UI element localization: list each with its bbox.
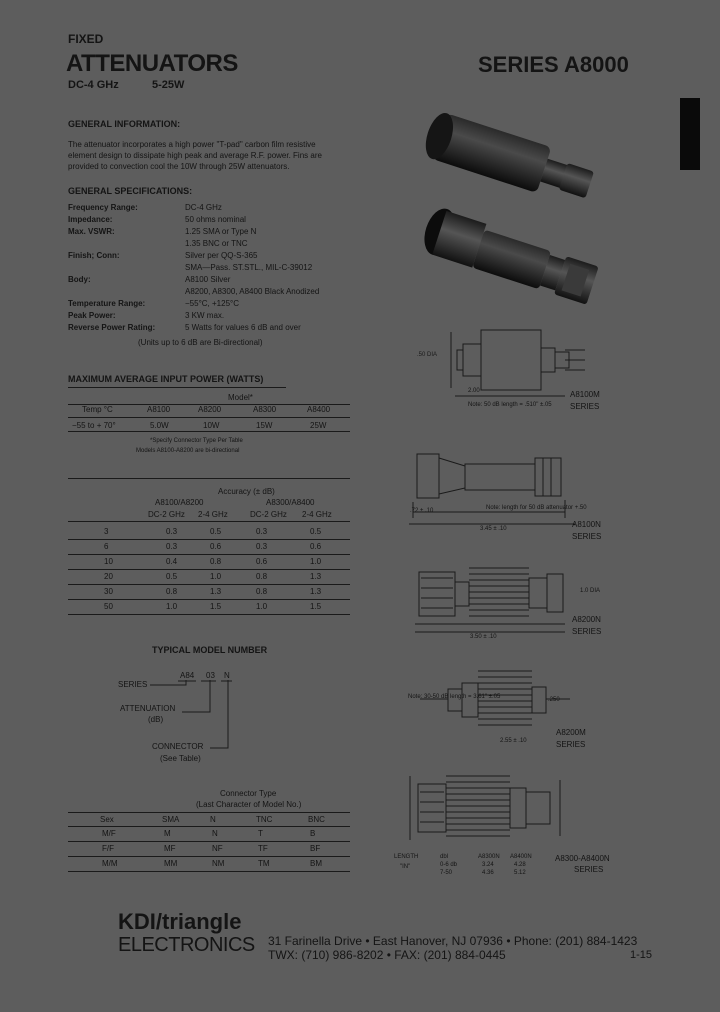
- accuracy-group: A8100/A8200: [155, 498, 204, 507]
- spec-value: Silver per QQ-S-365: [185, 251, 258, 260]
- accuracy-value: 0.8: [256, 572, 268, 581]
- model-series-label: SERIES: [118, 680, 148, 689]
- connector-cell: BM: [310, 859, 322, 868]
- accuracy-col-header: 2-4 GHz: [198, 510, 228, 519]
- connector-cell: NF: [212, 844, 223, 853]
- model-connector-label: CONNECTOR: [152, 742, 204, 751]
- accuracy-value: 0.4: [166, 557, 178, 566]
- accuracy-value: 1.0: [256, 602, 268, 611]
- model-col: A8300: [253, 405, 277, 414]
- a8200m-dim2: .250: [548, 697, 560, 703]
- connector-cell: M/F: [102, 829, 116, 838]
- brand-logo: KDI/triangle: [118, 909, 242, 934]
- general-info-line: The attenuator incorporates a high power "T-pad" carbon film resistive: [68, 140, 316, 149]
- a8200n-series: SERIES: [572, 627, 602, 636]
- connector-subheading: (Last Character of Model No.): [196, 800, 302, 809]
- company-address: 31 Farinella Drive • East Hanover, NJ 07936 • Phone: (201) 884-1423: [268, 934, 638, 948]
- connector-heading: Connector Type: [220, 789, 277, 798]
- connector-col-header: Sex: [100, 815, 114, 824]
- spec-note: (Units up to 6 dB are Bi-directional): [138, 338, 263, 347]
- model-part-atten: 03: [206, 671, 215, 680]
- accuracy-db: 20: [104, 572, 113, 581]
- a8200m-dim: 2.55 ± .10: [500, 738, 527, 744]
- model-part-series: A84: [180, 671, 195, 680]
- a8200n-dim2: 1.0 DIA: [580, 588, 601, 594]
- connector-cell: NM: [212, 859, 225, 868]
- spec-label: Body:: [68, 275, 91, 284]
- accuracy-group: A8300/A8400: [266, 498, 315, 507]
- accuracy-db: 50: [104, 602, 113, 611]
- company-contact: TWX: (710) 986-8202 • FAX: (201) 884-0445: [268, 948, 506, 962]
- accuracy-value: 0.8: [210, 557, 222, 566]
- accuracy-value: 1.3: [310, 587, 322, 596]
- page-title: ATTENUATORS: [66, 50, 238, 77]
- accuracy-value: 0.8: [256, 587, 268, 596]
- svg-text:.50 DIA: .50 DIA: [417, 352, 438, 358]
- model-part-conn: N: [224, 671, 230, 680]
- connector-cell: M: [164, 829, 171, 838]
- accuracy-heading: Accuracy (± dB): [218, 487, 275, 496]
- a8400n-label: A8400N: [510, 854, 532, 860]
- connector-cell: F/F: [102, 844, 114, 853]
- spec-label: Frequency Range:: [68, 203, 138, 212]
- a8300-db-value: 7-50: [440, 870, 453, 876]
- accuracy-value: 0.8: [166, 587, 178, 596]
- table-rule: [68, 826, 350, 827]
- accuracy-db: 3: [104, 527, 109, 536]
- spec-value: A8100 Silver: [185, 275, 231, 284]
- general-info-line: element design to dissipate high peak and average R.F. power. Fins are: [68, 151, 322, 160]
- accuracy-value: 1.5: [210, 602, 222, 611]
- a8100n-series: SERIES: [572, 532, 602, 541]
- accuracy-value: 0.5: [166, 572, 178, 581]
- model-number-heading: TYPICAL MODEL NUMBER: [152, 645, 268, 655]
- accuracy-value: 1.5: [310, 602, 322, 611]
- connector-col-header: TNC: [256, 815, 273, 824]
- model-col: A8200: [198, 405, 222, 414]
- a8100n-dim: 3.45 ± .10: [480, 526, 507, 532]
- connector-col-header: N: [210, 815, 216, 824]
- a8300n-value: 4.36: [482, 870, 494, 876]
- power-value: 5.0W: [150, 421, 169, 430]
- a8200m-series: SERIES: [556, 740, 586, 749]
- a8100m-dim: 2.00: [468, 388, 480, 394]
- model-attenuation-unit: (dB): [148, 715, 164, 724]
- spec-label: Max. VSWR:: [68, 227, 115, 236]
- a8200m-note: Note: 30-50 dB length = 3.61" ±.05: [408, 694, 501, 700]
- max-power-heading: MAXIMUM AVERAGE INPUT POWER (WATTS): [68, 374, 264, 384]
- power-value: 15W: [256, 421, 273, 430]
- spec-value: 50 ohms nominal: [185, 215, 246, 224]
- accuracy-value: 1.3: [210, 587, 222, 596]
- power-value: 25W: [310, 421, 327, 430]
- spec-value: −55°C, +125°C: [185, 299, 239, 308]
- a8200n-title: A8200N: [572, 615, 601, 624]
- connector-cell: N: [212, 829, 218, 838]
- connector-cell: T: [258, 829, 263, 838]
- spec-value: SMA—Pass. ST.STL., MIL-C-39012: [185, 263, 313, 272]
- accuracy-db: 10: [104, 557, 113, 566]
- page-number: 1-15: [630, 949, 653, 961]
- spec-value: A8200, A8300, A8400 Black Anodized: [185, 287, 320, 296]
- connector-cell: B: [310, 829, 316, 838]
- table-rule: [68, 841, 350, 842]
- connector-cell: TM: [258, 859, 270, 868]
- a8100m-note: Note: 50 dB length = .510" ±.05: [468, 402, 552, 408]
- a8100m-series: SERIES: [570, 402, 600, 411]
- drawing-a8300-a8400n: [380, 770, 600, 850]
- max-power-footnote: Models A8100-A8200 are bi-directional: [136, 448, 240, 454]
- connector-cell: TF: [258, 844, 268, 853]
- accuracy-col-header: DC-2 GHz: [250, 510, 287, 519]
- series-title: SERIES A8000: [478, 52, 629, 77]
- a8200m-title: A8200M: [556, 728, 586, 737]
- model-attenuation-label: ATTENUATION: [120, 704, 176, 713]
- accuracy-value: 0.3: [256, 527, 268, 536]
- a8400n-value: 4.28: [514, 862, 526, 868]
- table-rule: [68, 856, 350, 857]
- spec-label: Finish; Conn:: [68, 251, 120, 260]
- general-specs-heading: GENERAL SPECIFICATIONS:: [68, 186, 193, 196]
- accuracy-value: 0.3: [256, 542, 268, 551]
- accuracy-value: 0.5: [310, 527, 322, 536]
- a8300-length-unit: "IN": [400, 864, 411, 870]
- page-kicker: FIXED: [68, 32, 104, 46]
- table-rule: [68, 812, 350, 813]
- connector-cell: MF: [164, 844, 176, 853]
- a8300-db-value: 0-6 db: [440, 862, 458, 868]
- a8100n-note: Note: length for 50 dB attenuator +.50: [486, 505, 587, 511]
- a8100n-title: A8100N: [572, 520, 601, 529]
- a8100n-dim2: .72 ± .10: [410, 508, 434, 514]
- spec-label: Temperature Range:: [68, 299, 146, 308]
- connector-cell: MM: [164, 859, 178, 868]
- accuracy-value: 0.6: [210, 542, 222, 551]
- general-info-heading: GENERAL INFORMATION:: [68, 119, 181, 129]
- product-photos: [405, 108, 605, 313]
- spec-value: 1.35 BNC or TNC: [185, 239, 248, 248]
- a8300-title: A8300-A8400N: [555, 854, 610, 863]
- temp-label: Temp °C: [82, 405, 113, 414]
- model-label: Model*: [228, 393, 253, 402]
- spec-label: Reverse Power Rating:: [68, 323, 156, 332]
- a8300-db-label: dbl: [440, 854, 449, 860]
- a8300n-label: A8300N: [478, 854, 500, 860]
- accuracy-value: 1.0: [166, 602, 178, 611]
- a8300-series: SERIES: [574, 865, 604, 874]
- model-col: A8400: [307, 405, 331, 414]
- a8100m-title: A8100M: [570, 390, 600, 399]
- accuracy-db: 30: [104, 587, 113, 596]
- connector-col-header: BNC: [308, 815, 325, 824]
- table-rule: [68, 871, 350, 872]
- accuracy-value: 0.6: [256, 557, 268, 566]
- max-power-footnote: *Specify Connector Type Per Table: [150, 438, 243, 444]
- general-info-line: provided to convection cool the 10W through 25W attenuators.: [68, 162, 290, 171]
- spec-value: 1.25 SMA or Type N: [185, 227, 257, 236]
- spec-value: 3 KW max.: [185, 311, 225, 320]
- spec-label: Peak Power:: [68, 311, 116, 320]
- power-range: 5-25W: [152, 79, 185, 91]
- a8200n-dim: 3.50 ± .10: [470, 634, 497, 640]
- connector-cell: BF: [310, 844, 321, 853]
- accuracy-db: 6: [104, 542, 109, 551]
- accuracy-value: 1.3: [310, 572, 322, 581]
- temp-range: −55 to + 70°: [72, 421, 116, 430]
- model-col: A8100: [147, 405, 171, 414]
- accuracy-col-header: 2-4 GHz: [302, 510, 332, 519]
- accuracy-value: 0.3: [166, 527, 178, 536]
- model-connector-note: (See Table): [160, 754, 201, 763]
- a8400n-value: 5.12: [514, 870, 526, 876]
- accuracy-col-header: DC-2 GHz: [148, 510, 185, 519]
- spec-label: Impedance:: [68, 215, 113, 224]
- spec-value: DC-4 GHz: [185, 203, 222, 212]
- power-value: 10W: [203, 421, 220, 430]
- freq-range: DC-4 GHz: [68, 79, 119, 91]
- a8300-length-label: LENGTH: [394, 854, 419, 860]
- brand-division: ELECTRONICS: [118, 934, 255, 956]
- accuracy-value: 0.6: [310, 542, 322, 551]
- accuracy-value: 0.5: [210, 527, 222, 536]
- accuracy-value: 0.3: [166, 542, 178, 551]
- connector-col-header: SMA: [162, 815, 180, 824]
- accuracy-value: 1.0: [210, 572, 222, 581]
- a8300n-value: 3.24: [482, 862, 494, 868]
- connector-cell: M/M: [102, 859, 118, 868]
- spec-value: 5 Watts for values 6 dB and over: [185, 323, 301, 332]
- accuracy-value: 1.0: [310, 557, 322, 566]
